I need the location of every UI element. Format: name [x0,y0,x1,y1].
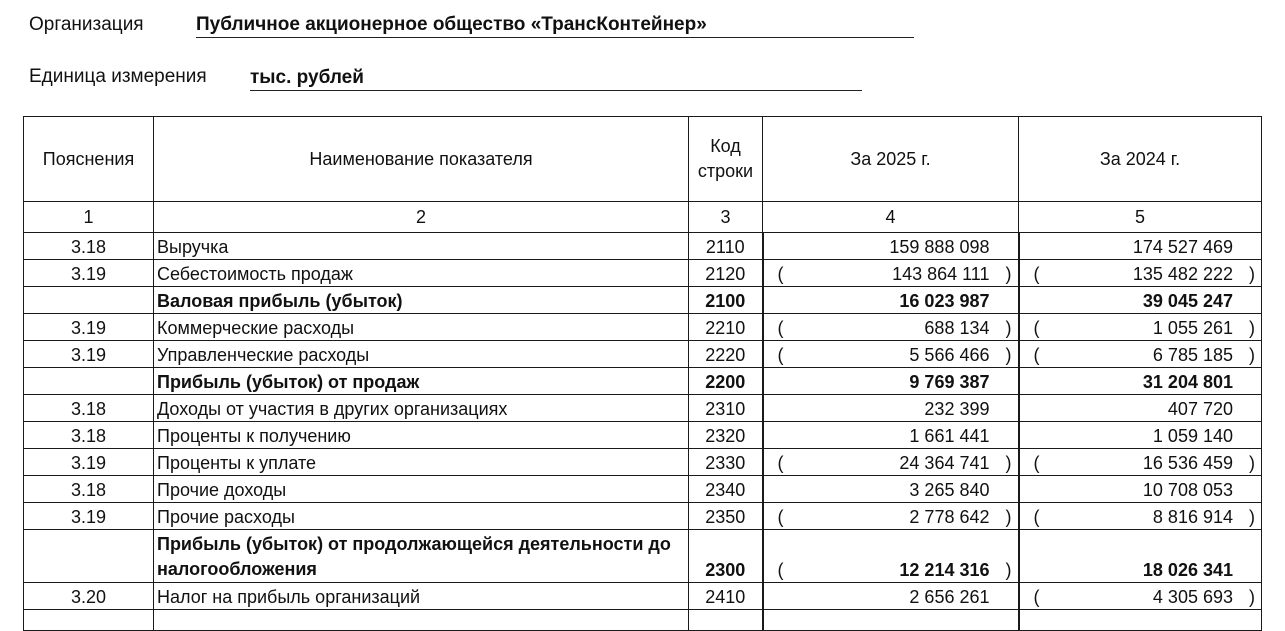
close-parenthesis: ) [1249,453,1255,473]
row-indicator-name: Прочие доходы [154,476,689,503]
row-explanation [24,287,154,314]
row-explanation: 3.19 [24,260,154,287]
open-parenthesis: ( [1033,264,1040,284]
value-number: 688 134 [924,318,990,338]
value-number: 31 204 801 [1142,372,1233,392]
row-line-code: 2220 [689,341,763,368]
empty-cell [154,610,689,631]
row-value-2024 [1019,422,1262,449]
column-number: 3 [689,202,763,233]
value-number: 39 045 247 [1142,291,1233,311]
open-parenthesis: ( [777,560,784,580]
close-parenthesis: ) [1005,453,1012,473]
value-number: 9 769 387 [909,372,990,392]
value-number: 174 527 469 [1132,237,1233,257]
row-value-2025 [763,260,1019,287]
empty-cell [1019,610,1262,631]
row-line-code: 2340 [689,476,763,503]
open-parenthesis: ( [777,264,784,284]
row-value-2025 [763,314,1019,341]
value-number: 24 364 741 [899,453,990,473]
row-value-2024 [1019,287,1262,314]
value-number: 4 305 693 [1152,587,1233,607]
row-value-2025 [763,476,1019,503]
row-line-code: 2110 [689,233,763,260]
table-row [24,260,1262,287]
row-value-2024 [1019,530,1262,583]
row-line-code: 2320 [689,422,763,449]
column-number: 5 [1019,202,1262,233]
value-number: 16 023 987 [899,291,990,311]
row-line-code: 2100 [689,287,763,314]
open-parenthesis: ( [777,453,784,473]
open-parenthesis: ( [1033,587,1040,607]
row-value-2025 [763,583,1019,610]
row-explanation: 3.18 [24,395,154,422]
header-explanations: Пояснения [24,117,154,202]
row-indicator-name: Управленческие расходы [154,341,689,368]
header-period-2025: За 2025 г. [763,117,1019,202]
row-explanation: 3.19 [24,314,154,341]
row-value-2025 [763,233,1019,260]
column-numbers-row [24,202,1262,233]
table-row [24,422,1262,449]
value-number: 12 214 316 [899,560,990,580]
table-row [24,476,1262,503]
row-value-2024 [1019,395,1262,422]
close-parenthesis: ) [1249,345,1255,365]
row-indicator-name: Проценты к получению [154,422,689,449]
row-value-2025 [763,422,1019,449]
row-line-code: 2310 [689,395,763,422]
column-number: 2 [154,202,689,233]
header-indicator-name: Наименование показателя [154,117,689,202]
table-row [24,530,1262,583]
row-indicator-name: Прочие расходы [154,503,689,530]
column-number: 4 [763,202,1019,233]
row-line-code: 2330 [689,449,763,476]
row-value-2024 [1019,449,1262,476]
table-row-partial [24,610,1262,631]
value-number: 6 785 185 [1152,345,1233,365]
row-value-2024 [1019,314,1262,341]
header-code-line1: Код [710,136,741,156]
row-value-2024 [1019,476,1262,503]
row-value-2025 [763,449,1019,476]
open-parenthesis: ( [777,507,784,527]
row-value-2024 [1019,583,1262,610]
row-explanation: 3.18 [24,422,154,449]
row-line-code: 2410 [689,583,763,610]
row-explanation: 3.18 [24,233,154,260]
close-parenthesis: ) [1249,264,1255,284]
organization-label: Организация [29,14,144,35]
value-number: 232 399 [924,399,990,419]
row-indicator-name: Прибыль (убыток) от продолжающейся деятельности до налогообложения [154,530,689,583]
close-parenthesis: ) [1005,264,1012,284]
row-line-code: 2210 [689,314,763,341]
close-parenthesis: ) [1005,318,1012,338]
row-value-2025 [763,503,1019,530]
close-parenthesis: ) [1005,560,1012,580]
close-parenthesis: ) [1249,318,1255,338]
row-value-2024 [1019,503,1262,530]
organization-value: Публичное акционерное общество «ТрансКонтейнер» [196,14,914,38]
value-number: 407 720 [1167,399,1233,419]
table-row [24,395,1262,422]
row-value-2024 [1019,260,1262,287]
row-explanation: 3.18 [24,476,154,503]
table-row [24,503,1262,530]
row-indicator-name: Прибыль (убыток) от продаж [154,368,689,395]
row-value-2025 [763,530,1019,583]
header-code-line2: строки [697,161,754,181]
unit-value: тыс. рублей [250,67,862,91]
row-explanation [24,530,154,583]
row-indicator-name: Выручка [154,233,689,260]
row-value-2024 [1019,368,1262,395]
open-parenthesis: ( [1033,453,1040,473]
empty-cell [763,610,1019,631]
row-indicator-name: Налог на прибыль организаций [154,583,689,610]
open-parenthesis: ( [1033,318,1040,338]
unit-label: Единица измерения [29,66,207,87]
open-parenthesis: ( [777,318,784,338]
table-body [24,233,1262,631]
open-parenthesis: ( [777,345,784,365]
header-period-2024: За 2024 г. [1019,117,1262,202]
row-value-2025 [763,368,1019,395]
row-explanation [24,368,154,395]
value-number: 5 566 466 [909,345,990,365]
value-number: 1 055 261 [1152,318,1233,338]
row-value-2024 [1019,341,1262,368]
table-row [24,368,1262,395]
value-number: 10 708 053 [1142,480,1233,500]
row-indicator-name: Валовая прибыль (убыток) [154,287,689,314]
empty-cell [689,610,763,631]
table-row [24,314,1262,341]
close-parenthesis: ) [1005,507,1012,527]
row-value-2025 [763,395,1019,422]
row-line-code: 2120 [689,260,763,287]
open-parenthesis: ( [1033,345,1040,365]
header-line-code [689,117,763,202]
value-number: 18 026 341 [1142,560,1233,580]
close-parenthesis: ) [1249,587,1255,607]
table-row [24,449,1262,476]
table-header-row [24,117,1262,202]
table-row [24,341,1262,368]
row-explanation: 3.19 [24,341,154,368]
value-number: 16 536 459 [1142,453,1233,473]
column-number: 1 [24,202,154,233]
value-number: 3 265 840 [909,480,990,500]
value-number: 143 864 111 [892,264,990,284]
value-number: 135 482 222 [1132,264,1233,284]
value-number: 2 656 261 [909,587,990,607]
row-value-2025 [763,287,1019,314]
row-explanation: 3.19 [24,449,154,476]
row-indicator-name: Себестоимость продаж [154,260,689,287]
close-parenthesis: ) [1005,345,1012,365]
open-parenthesis: ( [1033,507,1040,527]
value-number: 2 778 642 [909,507,990,527]
empty-cell [24,610,154,631]
row-indicator-name: Проценты к уплате [154,449,689,476]
value-number: 1 661 441 [909,426,990,446]
table-row [24,233,1262,260]
row-indicator-name: Коммерческие расходы [154,314,689,341]
value-number: 159 888 098 [889,237,990,257]
row-line-code: 2300 [689,530,763,583]
financial-results-table [23,116,1262,631]
value-number: 8 816 914 [1152,507,1233,527]
row-value-2025 [763,341,1019,368]
table-row [24,287,1262,314]
table-row [24,583,1262,610]
value-number: 1 059 140 [1152,426,1233,446]
row-line-code: 2350 [689,503,763,530]
close-parenthesis: ) [1249,507,1255,527]
row-indicator-name: Доходы от участия в других организациях [154,395,689,422]
row-line-code: 2200 [689,368,763,395]
row-explanation: 3.20 [24,583,154,610]
row-explanation: 3.19 [24,503,154,530]
row-value-2024 [1019,233,1262,260]
